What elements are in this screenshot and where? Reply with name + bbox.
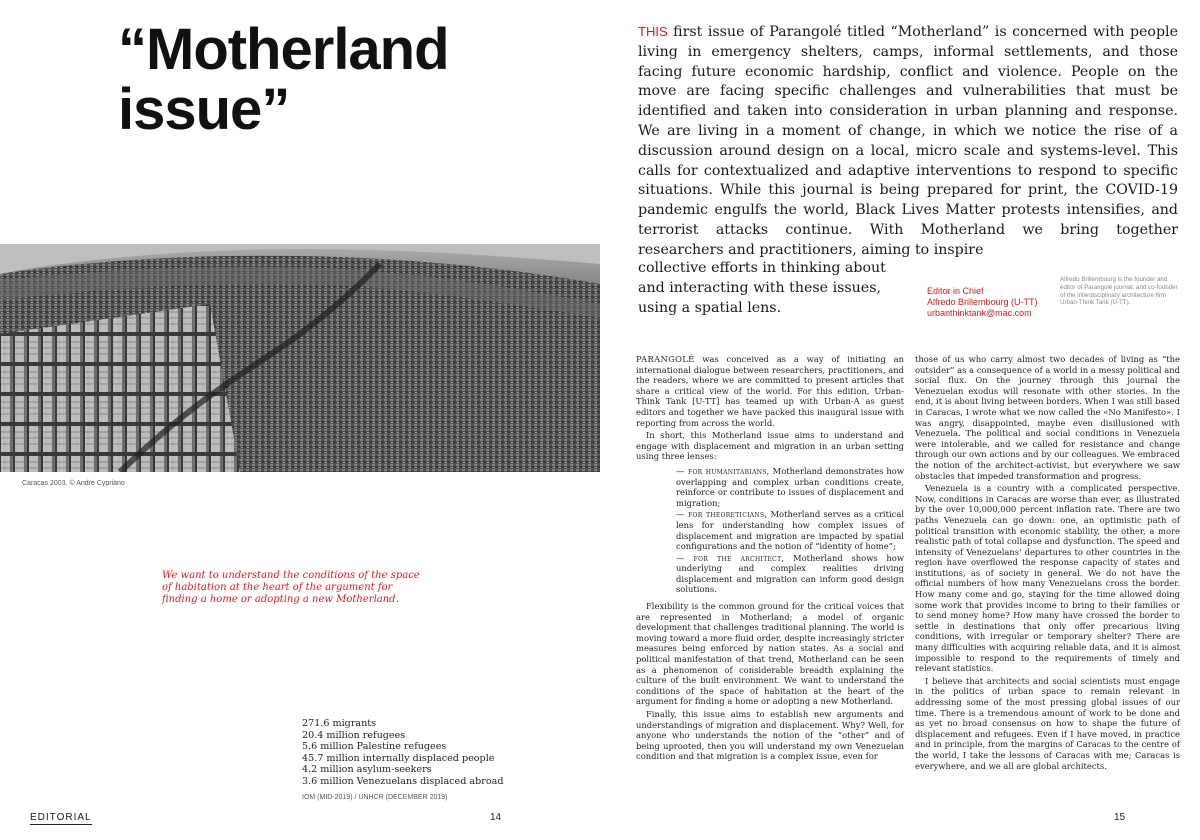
lens-item xyxy=(676,553,904,595)
lens-text: Motherland serves as a critical lens for understanding how complex issues of displacement and migration are impacted by spatial configurations and the notion of “identity of home”; xyxy=(676,509,905,552)
photo-illustration xyxy=(0,244,600,472)
lens-item xyxy=(676,466,904,508)
lens-label: — for theoreticians, xyxy=(676,509,768,520)
paragraph: In short, this Motherland issue aims to understand and engage with displacement and migration in an urban setting using three lenses: xyxy=(636,430,904,462)
lens-text: Motherland demonstrates how overlapping and complex urban conditions create, reinforce or contribute to issues of displacement and migration; xyxy=(676,465,904,508)
paragraph xyxy=(636,354,904,428)
stats-source: IOM (MID-2019) / UNHCR (DECEMBER 2019) xyxy=(302,794,448,801)
editor-credit xyxy=(927,286,1057,319)
paragraph-text: was conceived as a way of initiating an international dialogue between researchers, practitioners, and the readers, where we are committed to present articles that share a critical view of the world. For this edition, Urban- Think Tank [U-TT] has teamed up with Urban-A as guest editors and together we have packed this inaugural issue with reporting from across the world. xyxy=(636,354,904,428)
intro-text: first issue of Parangolé titled “Motherland” is concerned with people living in emergency shelters, camps, informal settlements, and those facing future economic hardship, conflict and violence. People on the move are facing specific challenges and vulnerabilities that must be identified and taken into consideration in urban planning and response. We are living in a moment of change, in which we notice the rise of a discussion around design on a local, micro scale and systems-level. This calls for contextualized and adaptive interventions to respond to specific situations. While this journal is being prepared for print, the COVID-19 pandemic engulfs the world, Black Lives Matter protests intensifies, and terrorist attacks continue. With Motherland we bring together researchers and practitioners, aiming to inspire xyxy=(638,24,1178,258)
lens-text: Motherland shows how underlying and complex realities driving displacement and migration can inform good design solutions. xyxy=(676,552,904,595)
paragraph-lead: PARANGOLÉ xyxy=(636,354,695,364)
stat-line: 45.7 million internally displaced people xyxy=(302,752,495,764)
migration-stats xyxy=(302,718,582,787)
lens-label: — for humanitarians, xyxy=(676,465,770,476)
intro-end: collective efforts in thinking about and interacting with these issues, using a spatial lens. xyxy=(638,260,886,316)
page-number-right: 15 xyxy=(1114,812,1126,823)
lens-label: — for the architect, xyxy=(676,552,785,563)
body-column-2 xyxy=(915,354,1180,773)
lens-list xyxy=(676,466,904,595)
editor-title: Editor in Chief xyxy=(927,286,984,296)
intro-lead: THIS xyxy=(638,24,668,39)
editor-bio: Alfredo Brillembourg is the founder and editor of Parangolé journal, and co-founder of the interdisciplinary architecture firm Urban-Think Tank (U-TT). xyxy=(1060,276,1178,307)
stat-line: 5.6 million Palestine refugees xyxy=(302,741,447,752)
page-number-left: 14 xyxy=(490,812,502,823)
editor-email[interactable]: urbanthinktank@mac.com xyxy=(927,308,1032,318)
right-page xyxy=(600,0,1200,840)
paragraph: those of us who carry almost two decades of living as “the outsider” as a consequence of a world in a messy political and social flux. On the journey through this journal the Venezuelan exodus will resonate with other stories. In the end, it is about living between borders. When I was still based in Caracas, I wrote what we now called the «No Manifesto». I was angry, disappointed, maybe even disillusioned with Venezuela. The political and social conditions in Venezuela were intolerable, and we called for resistance and change through our own actions and by our colleagues. We embraced the notion of the architect-activist, but everywhere we saw obstacles that impeded transformation and progress. xyxy=(915,354,1180,481)
lens-item xyxy=(676,509,904,551)
headline: “Motherland issue” xyxy=(118,17,449,142)
paragraph: Finally, this issue aims to establish new arguments and understandings of migration and displacement. Why? Well, for anyone who understands the notion of the “other” and of being uprooted, then you will understand my own Venezuelan condition and that migration is a complex issue, even for xyxy=(636,709,904,762)
body-column-1 xyxy=(636,354,904,764)
photo-caption: Caracas 2003. © Andre Cypriano xyxy=(22,480,125,487)
stat-line: 4.2 million asylum-seekers xyxy=(302,764,432,775)
stat-line: 20.4 million refugees xyxy=(302,729,406,741)
section-label: EDITORIAL xyxy=(30,812,92,823)
stat-line: 3.6 million Venezuelans displaced abroad xyxy=(302,775,504,787)
intro-paragraph xyxy=(638,22,1178,261)
caracas-aerial-photo xyxy=(0,244,600,472)
editor-name: Alfredo Brillembourg (U-TT) xyxy=(927,297,1038,307)
paragraph: Venezuela is a country with a complicated perspective. Now, conditions in Caracas are worse than ever, as illustrated by the over 10,000,000 percent inflation rate. There are two paths Venezuela can go down: one, an optimistic path of political transition with economic stability, the other, a more realistic path of total collapse and dysfunction. The speed and intensity of Venezuelans' departures to other countries in the region have overflowed the response capacity of states and institutions, as of society in general. We do not have the official numbers of how many Venezuelans cross the border. How many come and go, staying for the time allowed doing some work that provides income to bring to their families or to send money home? How many have crossed the border to settle in destinations that only offer precarious living conditions, with irregular or temporary shelter? There are many difficulties with acquiring reliable data, and it is almost impossible to respond to the requirements of timely and relevant statistics. xyxy=(915,483,1180,674)
paragraph: I believe that architects and social scientists must engage in the politics of urban space to remain relevant in addressing some of the most pressing global issues of our time. There is a tremendous amount of work to be done and as yet no broad consensus on how to shape the future of displacement and refugees. Even if I have moved, in practice and in principle, from the margins of Caracas to the centre of the world, I take the lessons of Caracas with me; Caracas is everywhere, and we all are global architects. xyxy=(915,675,1180,771)
pull-quote: We want to understand the conditions of the space of habitation at the heart of the argument for finding a home or adopting a new Motherland. xyxy=(162,570,420,605)
paragraph: Flexibility is the common ground for the critical voices that are represented in Motherland; a model of organic development that challenges traditional planning. The world is moving toward a more fluid order, despite increasingly stricter measures being enforced by nation states. As a social and political manifestation of that trend, Motherland can be seen as a phenomenon of considerable breadth explaining the culture of the built environment. We want to understand the conditions of the space of habitation at the heart of the argument for finding a home or adopting a new Motherland. xyxy=(636,601,904,707)
stat-line: 271.6 migrants xyxy=(302,718,377,729)
